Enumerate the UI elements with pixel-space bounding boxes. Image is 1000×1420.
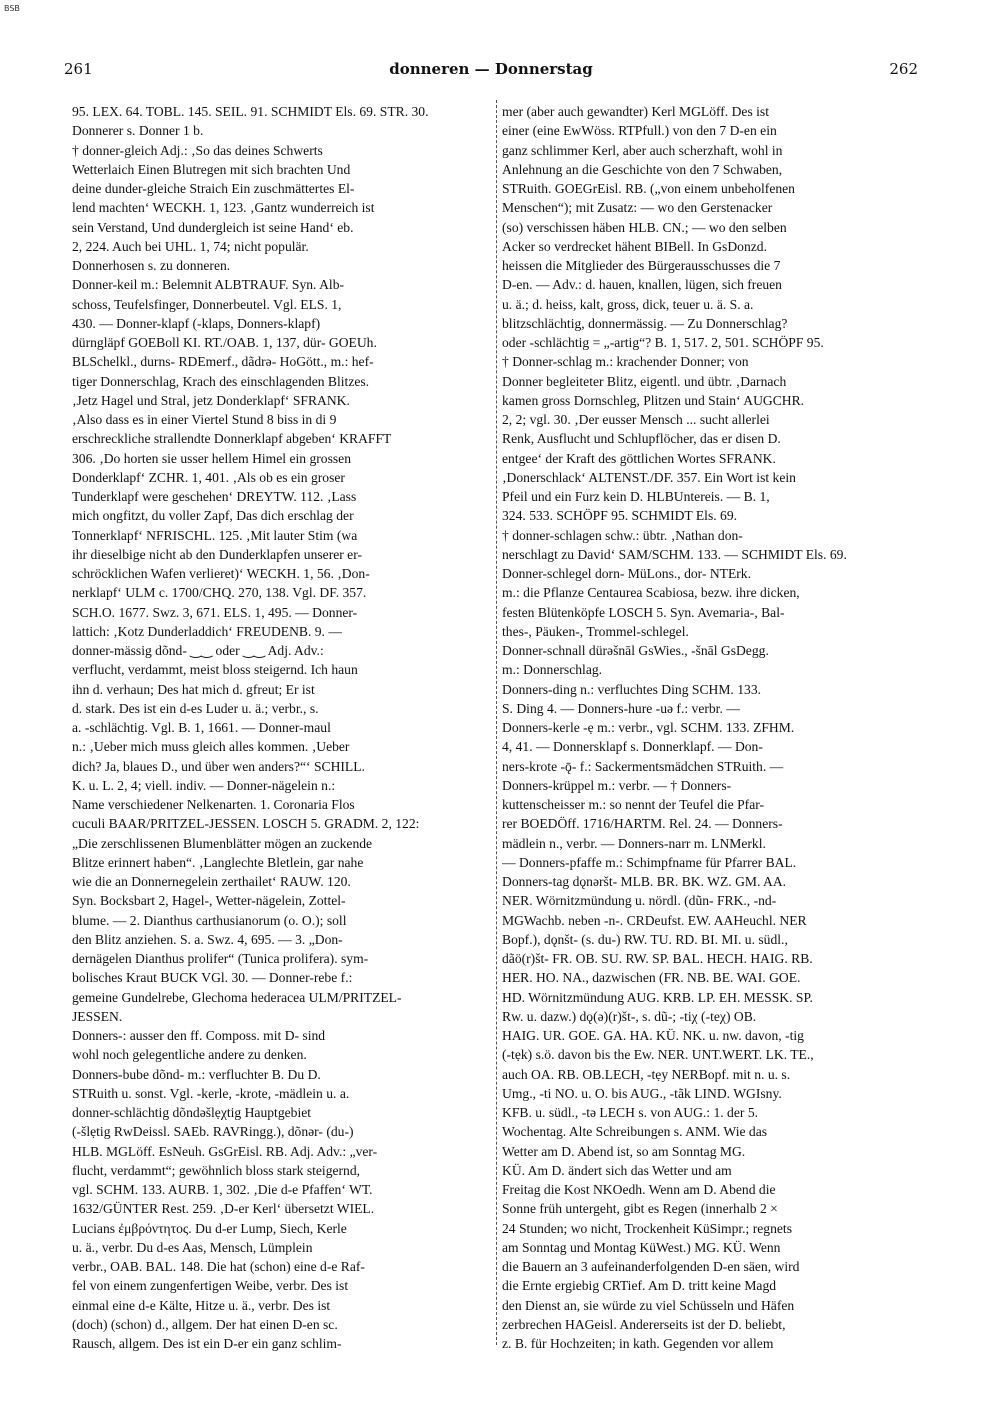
text-line: S. Ding 4. — Donners-hure -uə f.: verbr. — — [502, 700, 740, 716]
text-line: Pfeil und ein Furz kein D. HLBUntereis. — B. 1, — [502, 489, 770, 504]
text-line: Donner-schlegel dorn- MüLons., dor- NTErk. — [502, 566, 751, 581]
text-line: Syn. Bocksbart 2, Hagel-, Wetter-nägelein, Zottel- — [72, 893, 346, 909]
text-line: deine dunder-gleiche Straich Ein zuschmättertes El- — [72, 181, 355, 196]
text-line: D-en. — Adv.: d. hauen, knallen, lügen, sich freuen — [502, 277, 782, 293]
text-line: wie die an Donnernegelein zerthailet‘ RAUW. 120. — [72, 874, 351, 889]
text-line: Rausch, allgem. Des ist ein D-er ein ganz schlim- — [72, 1336, 342, 1351]
text-line: schröcklichen Wafen verlieret)‘ WECKH. 1, 56. ‚Don- — [72, 566, 370, 581]
text-line: Donderklapf‘ ZCHR. 1, 401. ‚Als ob es ein groser — [72, 469, 345, 485]
text-line: rer BOEDÖff. 1716/HARTM. Rel. 24. — Donners- — [502, 816, 783, 832]
text-line: fel von einem zungenfertigen Weibe, verbr. Des ist — [72, 1278, 349, 1294]
page-number-right: 262 — [889, 60, 918, 78]
text-line: dernägelen Dianthus prolifer“ (Tunica prolifera). sym- — [72, 951, 369, 966]
text-line: MGWachb. neben -n-. CRDeufst. EW. AAHeuchl. NER — [502, 912, 807, 928]
text-line: SCH.O. 1677. Swz. 3, 671. ELS. 1, 495. — Donner- — [72, 604, 358, 620]
text-line: u. ä., verbr. Du d-es Aas, Mensch, Lümplein — [72, 1239, 313, 1255]
text-line: tiger Donnerschlag, Krach des einschlagenden Blitzes. — [72, 373, 370, 389]
text-line: d. stark. Des ist ein d-es Luder u. ä.; verbr., s. — [72, 700, 319, 716]
text-line: Menschen“); mit Zusatz: — wo den Gerstenacker — [502, 200, 773, 216]
text-line: Acker so verdrecket hähent BIBell. In GsDonzd. — [502, 238, 767, 254]
text-line: blitzschlächtig, donnermässig. — Zu Donnerschlag? — [502, 315, 788, 331]
text-line: verbr., OAB. BAL. 148. Die hat (schon) eine d-e Raf- — [72, 1259, 365, 1274]
text-line: heissen die Mitglieder des Bürgerausschusses die 7 — [502, 258, 781, 273]
text-line: Renk, Ausflucht und Schlupflöcher, das er disen D. — [502, 431, 781, 447]
text-line: NER. Wörnitzmündung u. nördl. (dũn- FRK., -nd- — [502, 893, 777, 909]
text-line: einer (eine EwWöss. RTPfull.) von den 7 D-en ein — [502, 123, 777, 139]
text-line: u. ä.; d. heiss, kalt, gross, dick, teuer u. ä. S. a. — [502, 296, 754, 312]
text-line: Donners-tag dǫnəršt- MLB. BR. BK. WZ. GM. AA. — [502, 874, 787, 889]
text-line: nerschlagt zu David‘ SAM/SCHM. 133. — SCHMIDT Els. 69. — [502, 546, 847, 562]
text-line: HLB. MGLöff. EsNeuh. GsGrEisl. RB. Adj. Adv.: „ver- — [72, 1143, 378, 1159]
text-line: Donnerer s. Donner 1 b. — [72, 123, 204, 139]
text-line: † Donner-schlag m.: krachender Donner; von — [502, 354, 749, 370]
text-line: den Blitz anziehen. S. a. Swz. 4, 695. — 3. „Don- — [72, 931, 343, 947]
text-line: Donner-keil m.: Belemnit ALBTRAUF. Syn. Alb- — [72, 277, 345, 293]
text-line: 1632/GÜNTER Rest. 259. ‚D-er Kerl‘ übersetzt WIEL. — [72, 1201, 375, 1217]
text-line: dich? Ja, blaues D., und über wen anders?“‘ SCHILL. — [72, 758, 365, 774]
text-line: Lucians ἐμβρόντητος. Du d-er Lump, Siech, Kerle — [72, 1220, 347, 1236]
text-line: ‚Donerschlack‘ ALTENST./DF. 357. Ein Wort ist kein — [502, 469, 796, 485]
text-line: donner-mässig dõnd- ‿‿ oder ‿‿ Adj. Adv.: — [72, 643, 324, 658]
text-line: lattich: ‚Kotz Dunderladdich‘ FREUDENB. 9. — — [72, 623, 342, 639]
text-line: Sonne früh untergeht, gibt es Regen (innerhalb 2 × — [502, 1201, 778, 1217]
text-line: Donner begleiteter Blitz, eigentl. und übtr. ‚Darnach — [502, 373, 787, 389]
text-line: 306. ‚Do horten sie usser hellem Himel ein grossen — [72, 450, 351, 466]
text-line: den Dienst an, sie würde zu viel Schüsseln und Häfen — [502, 1297, 795, 1313]
text-line: STRuith. GOEGrEisl. RB. („von einem unbeholfenen — [502, 181, 795, 196]
text-line: schoss, Teufelsfinger, Donnerbeutel. Vgl. ELS. 1, — [72, 296, 342, 312]
text-line: mer (aber auch gewandter) Kerl MGLöff. Des ist — [502, 104, 769, 119]
text-line: mich ongfitzt, du voller Zapf, Das dich erschlag der — [72, 508, 354, 524]
text-line: (so) verschissen häben HLB. CN.; — wo den selben — [502, 219, 787, 235]
text-line: kuttenscheisser m.: so nennt der Teufel die Pfar- — [502, 797, 765, 812]
text-line: Bopf.), dǫnšt- (s. du-) RW. TU. RD. BI. MI. u. südl., — [502, 931, 788, 947]
text-line: nerklapf‘ ULM c. 1700/CHQ. 270, 138. Vgl. DF. 357. — [72, 585, 367, 601]
text-line: auch OA. RB. OB.LECH, -tẹy NERBopf. mit n. u. s. — [502, 1066, 791, 1082]
text-line: Donners-krüppel m.: verbr. — † Donners- — [502, 777, 732, 793]
text-line: BLSchelkl., durns- RDEmerf., dãdrə- HoGött., m.: hef- — [72, 354, 374, 370]
text-line: HER. HO. NA., dazwischen (FR. NB. BE. WAI. GOE. — [502, 970, 801, 986]
text-line: oder -schlächtig = „-artig“? B. 1, 517. 2, 501. SCHÖPF 95. — [502, 335, 824, 350]
text-line: a. -schlächtig. Vgl. B. 1, 1661. — Donner-maul — [72, 720, 331, 735]
text-line: KÜ. Am D. ändert sich das Wetter und am — [502, 1162, 732, 1178]
text-line: Donners-ding n.: verfluchtes Ding SCHM. 133. — [502, 681, 762, 697]
text-line: m.: die Pflanze Centaurea Scabiosa, bezw. ihre dicken, — [502, 585, 800, 601]
text-line: HAIG. UR. GOE. GA. HA. KÜ. NK. u. nw. davon, -tig — [502, 1028, 804, 1043]
column-divider — [496, 100, 497, 1345]
text-line: Umg., -ti NO. u. O. bis AUG., -tãk LIND. WGIsny. — [502, 1085, 782, 1101]
text-line: kamen gross Dornschleg, Plitzen und Stain‘ AUGCHR. — [502, 392, 805, 408]
text-line: am Sonntag und Montag KüWest.) MG. KÜ. Wenn — [502, 1239, 781, 1255]
text-line: † donner-schlagen schw.: übtr. ‚Nathan don- — [502, 527, 743, 543]
running-title: donneren — Donnerstag — [389, 60, 593, 78]
text-line: flucht, verdammt“; gewöhnlich bloss stark steigernd, — [72, 1162, 361, 1178]
text-line: gemeine Gundelrebe, Glechoma hederacea ULM/PRITZEL- — [72, 989, 402, 1005]
text-line: Donners-kerle -ẹ m.: verbr., vgl. SCHM. 133. ZFHM. — [502, 720, 795, 735]
text-line: Freitag die Kost NKOedh. Wenn am D. Abend die — [502, 1182, 776, 1197]
text-line: Donners-: ausser den ff. Composs. mit D- sind — [72, 1028, 326, 1043]
text-line: vgl. SCHM. 133. AURB. 1, 302. ‚Die d-e Pfaffen‘ WT. — [72, 1182, 373, 1197]
text-line: „Die zerschlissenen Blumenblätter mögen an zuckende — [72, 835, 373, 851]
text-line: 24 Stunden; wo nicht, Trockenheit KüSimpr.; regnets — [502, 1220, 792, 1236]
text-line: lend machten‘ WECKH. 1, 123. ‚Gantz wunderreich ist — [72, 200, 375, 216]
text-line: 2, 2; vgl. 30. ‚Der eusser Mensch ... sucht allerlei — [502, 412, 770, 427]
text-line: z. B. für Hochzeiten; in kath. Gegenden vor allem — [502, 1336, 774, 1351]
text-line: thes-, Päuken-, Trommel-schlegel. — [502, 623, 689, 639]
text-line: Name verschiedener Nelkenarten. 1. Coronaria Flos — [72, 797, 355, 812]
right-column — [502, 102, 918, 1353]
text-line: sein Verstand, Und dundergleich ist seine Hand‘ eb. — [72, 219, 354, 235]
text-line: erschreckliche strallendte Donnerklapf abgeben‘ KRAFFT — [72, 431, 392, 447]
text-line: JESSEN. — [72, 1008, 123, 1024]
text-line: 95. LEX. 64. TOBL. 145. SEIL. 91. SCHMIDT Els. 69. STR. 30. — [72, 104, 429, 119]
text-line: Blitze erinnert haben“. ‚Langlechte Bletlein, gar nahe — [72, 854, 364, 870]
text-line: ihr dieselbige nicht ab den Dunderklapfen unserer er- — [72, 546, 362, 562]
text-line: Rw. u. dazw.) dǫ(ə)(r)št-, s. dũ-; -tiχ (-teχ) OB. — [502, 1008, 757, 1024]
text-line: Donnerhosen s. zu donneren. — [72, 258, 231, 273]
text-line: m.: Donnerschlag. — [502, 662, 603, 678]
text-line: STRuith u. sonst. Vgl. -kerle, -krote, -mädlein u. a. — [72, 1085, 350, 1101]
text-line: einmal eine d-e Kälte, Hitze u. ä., verbr. Des ist — [72, 1297, 331, 1313]
text-line: 324. 533. SCHÖPF 95. SCHMIDT Els. 69. — [502, 508, 738, 524]
text-line: blume. — 2. Dianthus carthusianorum (o. O.); soll — [72, 912, 347, 928]
text-line: Donner-schnall dürəšnāl GsWies., -šnāl GsDegg. — [502, 643, 769, 658]
text-line: die Bauern an 3 aufeinanderfolgenden D-en säen, wird — [502, 1259, 800, 1274]
text-line: Tonnerklapf‘ NFRISCHL. 125. ‚Mit lauter Stim (wa — [72, 527, 358, 543]
text-line: mädlein n., verbr. — Donners-narr m. LNMerkl. — [502, 835, 766, 851]
text-line: entgee‘ der Kraft des göttlichen Wortes SFRANK. — [502, 450, 776, 466]
text-line: ‚Also dass es in einer Viertel Stund 8 biss in di 9 — [72, 412, 337, 427]
text-line: ihn d. verhaun; Des hat mich d. gfreut; Er ist — [72, 681, 315, 697]
text-line: n.: ‚Ueber mich muss gleich alles kommen. ‚Ueber — [72, 739, 350, 755]
text-line: die Ernte ergiebig CRTief. Am D. tritt keine Magd — [502, 1278, 777, 1294]
text-line: ganz schlimmer Kerl, aber auch scherzhaft, wohl in — [502, 142, 783, 158]
text-line: Wetterlaich Einen Blutregen mit sich brachten Und — [72, 161, 351, 177]
text-line: 2, 224. Auch bei UHL. 1, 74; nicht populär. — [72, 238, 309, 254]
text-line: Wochentag. Alte Schreibungen s. ANM. Wie das — [502, 1124, 768, 1140]
text-line: bolisches Kraut BUCK VGl. 30. — Donner-rebe f.: — [72, 970, 353, 986]
text-line: 430. — Donner-klapf (-klaps, Donners-klapf) — [72, 315, 321, 331]
text-line: verflucht, verdammt, meist bloss steigernd. Ich haun — [72, 662, 358, 678]
text-line: wohl noch gelegentliche andere zu denken. — [72, 1047, 307, 1063]
text-line: donner-schlächtig dõndəšlẹχtig Hauptgebiet — [72, 1105, 312, 1120]
left-column — [72, 102, 492, 1353]
text-line: (doch) (schon) d., allgem. Der hat einen D-en sc. — [72, 1316, 338, 1332]
text-line: ‚Jetz Hagel und Stral, jetz Donderklapf‘ SFRANK. — [72, 392, 350, 408]
page-header — [64, 60, 918, 82]
page-number-left: 261 — [64, 60, 93, 78]
text-line: — Donners-pfaffe m.: Schimpfname für Pfarrer BAL. — [502, 854, 797, 870]
text-line: festen Blütenköpfe LOSCH 5. Syn. Avemaria-, Bal- — [502, 604, 785, 620]
text-line: zerbrechen HAGeisl. Andererseits ist der D. beliebt, — [502, 1316, 786, 1332]
text-line: Tunderklapf were geschehen‘ DREYTW. 112. ‚Lass — [72, 489, 357, 504]
text-line: Anlehnung an die Geschichte von den 7 Schwaben, — [502, 161, 783, 177]
text-line: (-šlẹtig RwDeissl. SAEb. RAVRingg.), dõnər- (du-) — [72, 1124, 354, 1140]
text-line: Donners-bube dõnd- m.: verfluchter B. Du D. — [72, 1066, 321, 1082]
text-line: KFB. u. südl., -tə LECH s. von AUG.: 1. der 5. — [502, 1105, 759, 1120]
text-line: (-tẹk) s.ö. davon bis the Ew. NER. UNT.WERT. LK. TE., — [502, 1047, 814, 1063]
text-line: † donner-gleich Adj.: ‚So das deines Schwerts — [72, 142, 323, 158]
text-line: cuculi BAAR/PRITZEL-JESSEN. LOSCH 5. GRADM. 2, 122: — [72, 816, 420, 832]
text-line: ners-krote -ǭ- f.: Sackermentsmädchen STRuith. — — [502, 758, 784, 774]
text-line: dürngläpf GOEBoll KI. RT./OAB. 1, 137, dür- GOEUh. — [72, 335, 377, 350]
text-line: dãö(r)št- FR. OB. SU. RW. SP. BAL. HECH. HAIG. RB. — [502, 951, 813, 966]
text-line: 4, 41. — Donnersklapf s. Donnerklapf. — Don- — [502, 739, 763, 755]
text-line: Wetter am D. Abend ist, so am Sonntag MG. — [502, 1143, 746, 1159]
text-line: HD. Wörnitzmündung AUG. KRB. LP. EH. MESSK. SP. — [502, 989, 813, 1005]
library-stamp: BSB — [4, 4, 20, 13]
text-line: K. u. L. 2, 4; viell. indiv. — Donner-nägelein n.: — [72, 777, 336, 793]
